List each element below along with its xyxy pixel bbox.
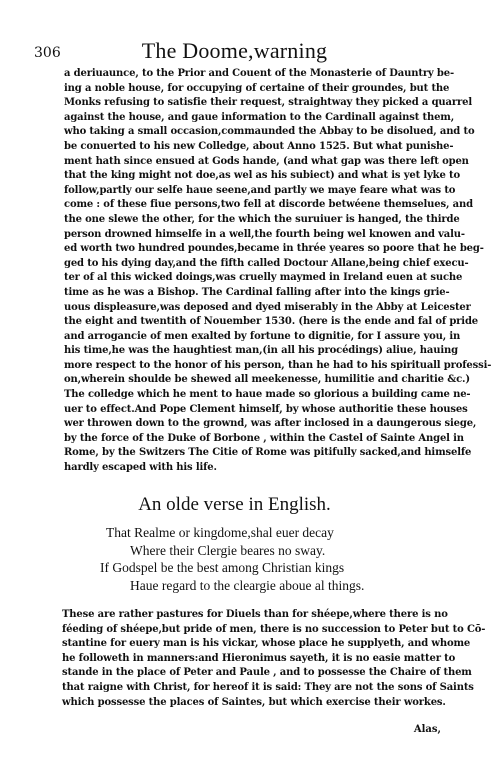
text-line: the one slewe the other, for the which the suruiuer is hanged, the thirde (64, 213, 460, 225)
text-line: féeding of shéepe,but pride of men, there is no succession to Peter but to Cō- (62, 623, 486, 635)
text-line: follow,partly our selfe haue seene,and partly we maye feare what was to (64, 184, 456, 196)
text-line: time as he was a Bishop. The Cardinal falling after into the kings grie- (64, 286, 450, 298)
page-number: 306 (34, 45, 61, 61)
text-line: ged to his dying day,and the fifth called Doctour Allane,being chief execu- (64, 257, 469, 269)
text-line: more respect to the honor of his person, than he had to his spirituall professi- (64, 359, 491, 371)
text-line: ed worth two hundred poundes,became in thrée yeares so poore that he beg- (64, 243, 484, 255)
text-line: by the force of the Duke of Borbone , within the Castel of Sainte Angel in (64, 432, 464, 444)
text-line: a deriuaunce, to the Prior and Couent of the Monasterie of Dauntry be- (64, 68, 454, 79)
text-line: who taking a small occasion,commaunded the Abbay to be disolued, and to (64, 126, 475, 138)
text-line: person drowned himselfe in a well,the fourth being wel knowen and valu- (64, 228, 465, 240)
text-line: on,wherein shoulde be shewed all meekenesse, humilitie and charitie &c.) (64, 374, 470, 386)
verse-line: That Realme or kingdome,shal euer decay (106, 525, 334, 540)
main-paragraph (64, 67, 491, 476)
text-line: Rome, by the Switzers The Citie of Rome was pitifully sacked,and himselfe (64, 447, 472, 459)
catchword: Alas, (413, 724, 441, 735)
text-line: Monks refusing to satisfie their request, straightway they picked a quarrel (64, 97, 472, 109)
verse-line: Haue regard to the cleargie aboue al things. (130, 577, 365, 593)
text-line: wer throwen down to the grownd, was after inclosed in a daungerous siege, (64, 418, 477, 430)
text-line: ment hath since ensued at Gods hande, (and what gap was there left open (64, 155, 469, 167)
text-line: against the house, and gaue information to the Cardinall against them, (64, 111, 455, 123)
text-line: stantine for euery man is his vickar, whose place he supplyeth, and whome (62, 638, 471, 650)
text-line: These are rather pastures for Diuels than for shéepe,where there is no (62, 609, 448, 620)
text-line: the eight and twentith of Nouember 1530. (here is the ende and fal of pride (64, 316, 478, 328)
text-line: his time,he was the haughtiest man,(in all his procédings) aliue, hauing (64, 345, 458, 357)
text-line: uer to effect.And Pope Clement himself, by whose authoritie these houses (64, 403, 468, 415)
closing-paragraph (62, 608, 486, 710)
text-line: The colledge which he ment to haue made so glorious a building came ne- (64, 389, 471, 401)
text-line: uous displeasure,was deposed and dyed miserably in the Abby at Leicester (64, 301, 471, 313)
text-line: ter of al this wicked doings,was cruelly maymed in Ireland euen at suche (64, 272, 463, 284)
text-line: which possesse the places of Saintes, but which exercise their workes. (62, 696, 446, 708)
text-line: ing a noble house, for occupying of certaine of their groundes, but the (64, 82, 450, 94)
text-line: be conuerted to his new Colledge, about Anno 1525. But what punishe- (64, 140, 454, 152)
text-line: that the king might not doe,as wel as his subiect) and what is yet lyke to (64, 170, 460, 182)
text-line: hardly escaped with his life. (64, 462, 217, 474)
text-line: that raigne with Christ, for hereof it is said: They are not the sons of Saints (62, 681, 474, 693)
verse-line: If Godspel be the best among Christian kings (100, 560, 345, 575)
running-title: The Doome,warning (141, 38, 328, 63)
text-line: stande in the place of Peter and Paule , and to possesse the Chaire of them (62, 667, 472, 679)
text-line: and arrogancie of men exalted by fortune to dignitie, for I assure you, in (64, 330, 461, 342)
text-line: come : of these fiue persons,two fell at discorde betwéene themselues, and (64, 199, 473, 211)
verse-block (100, 524, 420, 594)
verse-heading: An olde verse in English. (138, 494, 331, 515)
verse-line: Where their Clergie beares no sway. (130, 542, 326, 558)
text-line: he followeth in manners:and Hieronimus sayeth, it is no easie matter to (62, 652, 456, 664)
